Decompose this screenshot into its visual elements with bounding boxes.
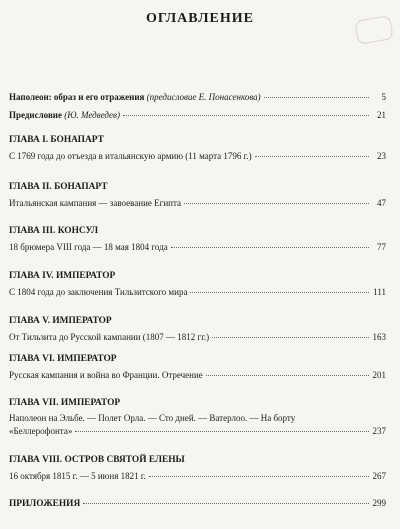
chapter-heading: ГЛАВА V. ИМПЕРАТОР — [9, 316, 112, 326]
dot-leader — [255, 156, 369, 157]
dot-leader — [264, 97, 369, 98]
page-number: 299 — [372, 498, 386, 508]
chapter-subtitle: С 1769 года до отъезда в итальянскую армию (11 марта 1796 г.) — [9, 151, 252, 161]
page-number: 5 — [381, 92, 386, 102]
chapter-subtitle: Итальянская кампания — завоевание Египта — [9, 198, 181, 208]
page-number: 77 — [377, 242, 386, 252]
dot-leader — [190, 292, 369, 293]
page-number: 111 — [373, 287, 386, 297]
chapter-heading: ГЛАВА III. КОНСУЛ — [9, 226, 99, 236]
dot-leader — [206, 375, 369, 376]
chapter-subtitle: 16 октября 1815 г. — 5 июня 1821 г. — [9, 471, 146, 481]
dot-leader — [184, 203, 369, 204]
chapter-heading: ГЛАВА VI. ИМПЕРАТОР — [9, 354, 117, 364]
toc-chapter-3 — [9, 226, 386, 252]
toc-chapter-5 — [9, 316, 386, 342]
toc-chapter-8 — [9, 455, 386, 481]
toc-entry-lead: Наполеон: образ и его отражения — [9, 92, 145, 102]
dot-leader — [171, 247, 369, 248]
page-title: ОГЛАВЛЕНИЕ — [146, 11, 254, 26]
page-number: 21 — [377, 110, 386, 120]
page-number: 23 — [377, 151, 386, 161]
dot-leader — [149, 476, 369, 477]
toc-chapter-4 — [9, 271, 386, 297]
dot-leader — [123, 115, 369, 116]
appendix-heading: ПРИЛОЖЕНИЯ — [9, 499, 81, 509]
toc-chapter-6 — [9, 354, 386, 380]
toc-entry-foreword — [9, 92, 386, 102]
chapter-subtitle: 18 брюмера VIII года — 18 мая 1804 года — [9, 242, 168, 252]
chapter-heading: ГЛАВА IV. ИМПЕРАТОР — [9, 271, 116, 281]
dot-leader — [212, 337, 369, 338]
toc-chapter-2 — [9, 182, 386, 208]
chapter-heading: ГЛАВА I. БОНАПАРТ — [9, 135, 104, 145]
page-number: 163 — [372, 332, 386, 342]
toc-chapter-1 — [9, 135, 386, 161]
chapter-subtitle: От Тильзита до Русской кампании (1807 — 1812 гг.) — [9, 332, 210, 342]
chapter-subtitle: С 1804 года до заключения Тильзитского мира — [9, 287, 188, 297]
toc-entry-author: (предисловие Е. Понасенкова) — [146, 92, 261, 102]
dot-leader — [75, 431, 369, 432]
chapter-heading: ГЛАВА VIII. ОСТРОВ СВЯТОЙ ЕЛЕНЫ — [9, 455, 185, 465]
chapter-heading: ГЛАВА VII. ИМПЕРАТОР — [9, 398, 121, 408]
dot-leader — [83, 503, 369, 504]
toc-appendix — [9, 498, 386, 509]
chapter-subtitle: Русская кампания и война во Франции. Отречение — [9, 370, 203, 380]
chapter-heading: ГЛАВА II. БОНАПАРТ — [9, 182, 108, 192]
chapter-subtitle: Наполеон на Эльбе. — Полет Орла. — Сто дней. — Ватерлоо. — На борту — [9, 413, 296, 423]
page-number: 47 — [377, 198, 386, 208]
page-number: 237 — [372, 426, 386, 436]
page-number: 267 — [372, 471, 386, 481]
toc-chapter-7 — [9, 398, 386, 436]
page-number: 201 — [372, 370, 386, 380]
toc-entry-author: (Ю. Медведев) — [64, 110, 120, 120]
chapter-subtitle-continued: «Беллерофонта» — [9, 426, 73, 436]
toc-entry-preface — [9, 110, 386, 120]
toc-entry-lead: Предисловие — [9, 110, 62, 120]
